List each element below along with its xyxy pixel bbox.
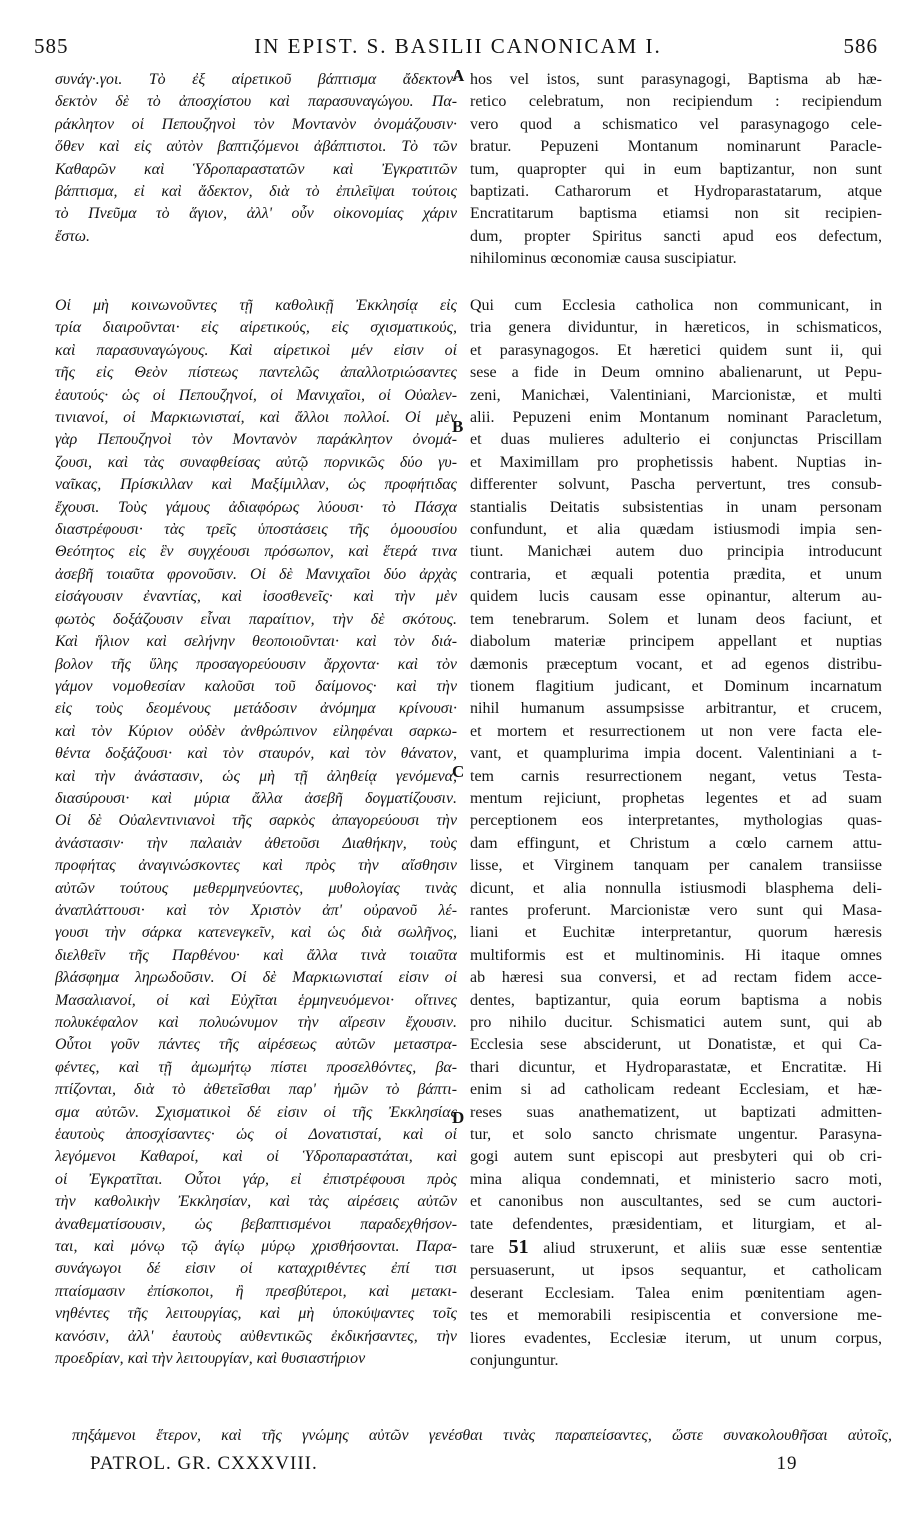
- latin-top-line: hos vel istos, sunt parasynagogi, Baptisma ab hæ-: [470, 71, 882, 88]
- greek-main-line: διελθεῖν τῆς Παρθένου· καὶ ἄλλα τινὰ τοιαῦτα: [55, 946, 457, 964]
- greek-main-line: ται, καὶ μόνῳ τῷ ἁγίῳ μύρῳ χρισθήσονται. Παρα-: [55, 1238, 457, 1256]
- latin-main-line-text: aliud struxerunt, et aliis suæ esse sententiæ: [528, 1240, 882, 1258]
- greek-top-line: ὅθεν καὶ εἰς αὐτὸν βαπτιζόμενοι ἀβάπτιστοι. Τὸ τῶν: [55, 138, 457, 156]
- latin-main-line: quidem lucis causam esse opinantur, alterum au-: [470, 588, 882, 606]
- greek-main-line: λεγόμενοι Καθαροί, καὶ οἱ Ὑδροπαραστάται, καὶ: [55, 1148, 457, 1166]
- latin-main-line: gogi autem sunt episcopi aut presbyteri qui ob cri-: [470, 1148, 882, 1166]
- greek-column-top: [55, 69, 457, 248]
- greek-main-line: τῆς εἰς Θεὸν πίστεως παντελῶς ἀπαλλοτριώσαντες: [55, 364, 457, 382]
- latin-main-line: pro nihilo ducitur. Schismatici autem sunt, qui ab: [470, 1014, 882, 1031]
- latin-main-line: dicunt, et alia nonnulla istiusmodi blasphema deli-: [470, 879, 882, 897]
- latin-main-line: tem carnis resurrectionem negant, vetus Testa-: [470, 767, 882, 785]
- greek-top-line: δεκτὸν δὲ τὸ ἀποσχίστου καὶ παρασυναγώγου. Πα-: [55, 93, 457, 111]
- latin-main-line: tria genera dividuntur, in hæreticos, in schismaticos,: [470, 319, 882, 337]
- latin-top-line: retico celebratum, non recipiendum : recipiendum: [470, 93, 882, 111]
- latin-main-line: conjunguntur.: [470, 1352, 559, 1370]
- greek-main-line: διαστρέφουσι· τὰς τρεῖς ὑποστάσεις τῆς ὁμοουσίου: [55, 521, 457, 539]
- greek-main-line: ζουσι, καὶ τὰς συναφθείσας αὐτῷ πορνικῶς δύο γυ-: [55, 453, 457, 471]
- greek-main-line: φέντες, καὶ τῇ ἀμωμήτῳ πίστει προσελθόντες, βα-: [55, 1058, 457, 1076]
- greek-top-line: Καθαρῶν καὶ Ὑδροπαραστατῶν καὶ Ἐγκρατιτῶν: [55, 160, 457, 178]
- left-page-number: 585: [34, 34, 69, 58]
- latin-main-line: ab hæresi sua conversi, et ad rectam fidem acce-: [470, 969, 882, 987]
- greek-main-line: θέντα δοξάζουσι· καὶ τὸν σταυρόν, καὶ τὸν θάνατον,: [55, 745, 457, 763]
- latin-top-line: bratur. Pepuzeni Montanum nominarunt Paracle-: [470, 138, 882, 156]
- latin-top-line: dum, propter Spiritus sancti apud eos defectum,: [470, 227, 882, 245]
- latin-top-line: vero quod a schismatico vel parasynagogo cele-: [470, 115, 882, 133]
- greek-main-line: Θεότητος εἰς ἓν συγχέουσι πρόσωπον, καὶ ἕτερά τινα: [55, 543, 457, 561]
- greek-main-line: κανόσιν, ἀλλ' ἑαυτοὺς αὐθεντικῶς ἐκδικήσαντες, τὴν: [55, 1327, 457, 1345]
- latin-main-line: et mortem et resurrectionem ut non vere facta ele-: [470, 722, 882, 740]
- greek-main-line: πτίζονται, διὰ τὸ ἀθετεῖσθαι παρ' ἡμῶν τὸ βάπτι-: [55, 1081, 457, 1099]
- latin-main-line: sese a fide in Deum omnino abalienarunt, ut Pepu-: [470, 364, 882, 382]
- column-number-badge: 51: [508, 1236, 529, 1259]
- greek-main-line: ἀναθεματίσουσιν, ὡς βεβαπτισμένοι παραδεχθήσον-: [55, 1215, 457, 1233]
- latin-main-line: zeni, Manichæi, Valentiniani, Marcionistæ, et multi: [470, 386, 882, 404]
- latin-top-line: Encratitarum baptisma etiamsi non sit recipien-: [470, 205, 882, 223]
- latin-top-line: baptizati. Catharorum et Hydroparastatarum, atque: [470, 183, 882, 201]
- latin-main-line: et parasynagogos. Et hæretici quidem sunt ii, qui: [470, 341, 882, 359]
- greek-main-line: νηθέντες τῆς λειτουργίας, καὶ μὴ ὑποκύψαντες τοῖς: [55, 1305, 457, 1323]
- greek-main-line: βολον τῆς ὕλης προσαγορεύουσιν ἄρχοντα· καὶ τὸν: [55, 655, 457, 673]
- greek-main-line: ναῖκας, Πρίσκιλλαν καὶ Μαξίμιλλαν, ὡς προφήτιδας: [55, 476, 457, 494]
- section-marker-a: A: [452, 66, 465, 85]
- latin-main-line: enim si ad catholicam redeant Ecclesiam, et hæ-: [470, 1081, 882, 1099]
- latin-main-line: reses suas anathematizent, ut baptizati admitten-: [470, 1103, 882, 1121]
- footer-volume: PATROL. GR. CXXXVIII.: [90, 1453, 318, 1474]
- latin-main-line: tate defendentes, præsidentiam, et liturgiam, et al-: [470, 1215, 882, 1233]
- latin-main-line: dæmonis præceptum vocant, et ad egenos distribu-: [470, 655, 882, 673]
- latin-main-line: tem tenebrarum. Solem et lunam deos faciunt, et: [470, 610, 882, 628]
- section-marker-c: C: [452, 762, 465, 781]
- greek-top-line: τὸ Πνεῦμα τὸ ἅγιον, ἀλλ' οὖν οἰκονομίας χάριν: [55, 205, 457, 223]
- greek-main-line: πταίσμασιν ἐπίσκοποι, ἢ πρεσβύτεροι, καὶ μετακι-: [55, 1282, 457, 1300]
- latin-main-line: liores evadentes, Ecclesiæ iterum, ut unum corpus,: [470, 1329, 882, 1347]
- latin-main-line: nihil humanum assumpsisse arbitrantur, et crucem,: [470, 700, 882, 718]
- greek-main-line: ἀσεβῆ τοιαῦτα φρονοῦσιν. Οἱ δὲ Μανιχαῖοι δύο ἀρχὰς: [55, 565, 457, 583]
- latin-main-line: [470, 1236, 882, 1260]
- greek-main-line: καὶ παρασυναγώγους. Καὶ αἱρετικοὶ μέν εἰσιν οἱ: [55, 341, 457, 359]
- greek-main-line: ἑαυτοὺς ἀποσχίσαντες· ὡς οἱ Δονατισταί, καὶ οἱ: [55, 1126, 457, 1144]
- footer-signature: 19: [776, 1453, 798, 1474]
- greek-main-line: τινιανοί, οἱ Μαρκιωνισταί, καὶ ἄλλοι πολλοί. Οἱ μὲν: [55, 409, 457, 427]
- greek-continuation-line: πηξάμενοι ἕτερον, καὶ τῆς γνώμης αὐτῶν γενέσθαι τινὰς παραπείσαντες, ὥστε συνακολουθῆσαι αὐτοῖς,: [72, 1427, 892, 1444]
- greek-column-main: [55, 295, 457, 1371]
- latin-main-line: multiformis est et multinominis. Hi itaque omnes: [470, 946, 882, 964]
- greek-main-line: Καὶ ἥλιον καὶ σελήνην θεοποιοῦνται· καὶ τὸν διά-: [55, 633, 457, 651]
- latin-main-line: alii. Pepuzeni enim Montanum nominant Paracletum,: [470, 409, 882, 427]
- greek-main-line: Μασαλιανοί, οἱ καὶ Εὐχῖται ἑρμηνευόμενοι· οἵτινες: [55, 991, 457, 1009]
- greek-main-line: Οὗτοι γοῦν πάντες τῆς αἱρέσεως αὐτῶν μεταστρα-: [55, 1036, 457, 1054]
- latin-main-line: et Maximillam pro prophetissis habent. Nuptias in-: [470, 453, 882, 471]
- latin-main-line: stantialis Deitatis subsistentias in unam personam: [470, 498, 882, 516]
- section-marker-b: B: [452, 417, 464, 436]
- greek-top-line: ἔστω.: [55, 227, 90, 245]
- greek-main-line: αὐτῶν τούτους μεθερμηνεύοντες, μυθολογίας τινὰς: [55, 879, 457, 897]
- latin-main-line: thari dicuntur, et Hydroparastatæ, et Encratitæ. Hi: [470, 1058, 882, 1076]
- latin-main-line: diabolum materiæ principem appellant et nuptias: [470, 633, 882, 651]
- greek-main-line: προεδρίαν, καὶ τὴν λειτουργίαν, καὶ θυσιαστήριον: [55, 1350, 366, 1368]
- latin-main-line: et canonibus non auscultantes, sed se cum auctori-: [470, 1193, 882, 1211]
- latin-main-line: liani et Euchitæ interpretantur, quorum hæresis: [470, 924, 882, 942]
- greek-main-line: τρία διαιροῦνται· εἰς αἱρετικούς, εἰς σχισματικούς,: [55, 319, 457, 337]
- latin-main-line: tionem flagitium judicant, et Dominum incarnatum: [470, 677, 882, 695]
- latin-main-line: et duas mulieres adulterio ei conjunctas Priscillam: [470, 431, 882, 449]
- greek-main-line: Οἱ μὴ κοινωνοῦντες τῇ καθολικῇ Ἐκκλησίᾳ εἰς: [55, 297, 457, 314]
- latin-main-line: rantes proferunt. Marcionistæ vero sunt qui Masa-: [470, 901, 882, 919]
- greek-top-line: ράκλητον οἱ Πεπουζηνοὶ τὸν Μοντανὸν ὀνομάζουσιν·: [55, 115, 457, 133]
- greek-main-line: διασύρουσι· καὶ μύρια ἄλλα ἀσεβῆ δογματίζουσιν.: [55, 789, 457, 807]
- greek-top-line: συνάγ·.γοι. Τὸ ἐξ αἱρετικοῦ βάπτισμα ἄδεκτον·: [55, 71, 457, 88]
- latin-main-line: Qui cum Ecclesia catholica non communicant, in: [470, 297, 882, 314]
- greek-main-line: γὰρ Πεπουζηνοὶ τὸν Μοντανὸν παράκλητον ὀνομά-: [55, 431, 457, 449]
- greek-main-line: ἑαυτούς· ὡς οἱ Πεπουζηνοί, οἱ Μανιχαῖοι, οἱ Οὐαλεν-: [55, 386, 457, 404]
- latin-main-line: lisse, et Virginem tanquam per canalem transiisse: [470, 857, 882, 875]
- latin-main-line: deserant Ecclesiam. Talea enim pœnitentiam agen-: [470, 1284, 882, 1302]
- latin-main-line: Ecclesia sese absciderunt, ut Donatistæ, et qui Ca-: [470, 1036, 882, 1054]
- latin-main-line: vant, et quamplurima impia docent. Valentiniani a t-: [470, 745, 882, 763]
- greek-main-line: πολυκέφαλον καὶ πολυώνυμον τὴν αἵρεσιν ἔχουσιν.: [55, 1014, 457, 1031]
- greek-top-line: βάπτισμα, εἰ καὶ ἄδεκτον, διὰ τὸ ἐπιλεῖψαι τούτοις: [55, 183, 457, 201]
- greek-main-line: ἔχουσι. Τοὺς γάμους ἀδιαφόρως λύουσι· τὸ Πάσχα: [55, 498, 457, 516]
- latin-top-line: nihilominus œconomiæ causa suscipiatur.: [470, 250, 737, 268]
- latin-column-top: [470, 69, 882, 271]
- greek-main-line: καὶ τὴν ἀνάστασιν, ὡς μὴ τῇ ἀληθείᾳ γενόμενα,: [55, 767, 457, 785]
- right-page-number: 586: [843, 34, 878, 58]
- running-title: IN EPIST. S. BASILII CANONICAM I.: [254, 34, 662, 58]
- latin-main-line: differenter solvunt, Pascha pervertunt, tres consub-: [470, 476, 882, 494]
- greek-main-line: καὶ τὸν Κύριον οὐδὲν ἀνθρώπινον εἰληφέναι σαρκω-: [55, 722, 457, 740]
- latin-main-line: perceptionem eos interpretantes, mythologias quas-: [470, 812, 882, 830]
- greek-main-line: ἀνάστασιν· τὴν παλαιὰν ἀθετοῦσι Διαθήκην, τοὺς: [55, 834, 457, 852]
- latin-column-main: [470, 295, 882, 1373]
- latin-main-line: tiunt. Manichæi autem duo principia introducunt: [470, 543, 882, 561]
- latin-main-line: mina aliqua condemnati, et ministerio sacro moti,: [470, 1170, 882, 1188]
- latin-main-line: mentum rejiciunt, prophetas legentes et ad suam: [470, 789, 882, 807]
- greek-main-line: σμα αὐτῶν. Σχισματικοὶ δέ εἰσιν οἱ τῆς Ἐκκλησίας: [55, 1103, 457, 1121]
- greek-main-line: συνάγωγοι δέ εἰσιν οἱ καταχριθέντες ἐπί τισι: [55, 1260, 457, 1278]
- latin-main-line: tes et memorabili resipiscentia et conversione me-: [470, 1307, 882, 1325]
- section-marker-d: D: [452, 1108, 465, 1127]
- latin-main-line: contraria, et æquali potentia prædita, et unum: [470, 565, 882, 583]
- latin-top-line: tum, quapropter qui in eum baptizantur, non sunt: [470, 160, 882, 178]
- latin-main-line: dentes, baptizantur, quia eorum baptisma a nobis: [470, 991, 882, 1009]
- greek-main-line: εἰσάγουσιν ἐναντίας, καὶ ἰσοσθενεῖς· καὶ τὴν μὲν: [55, 588, 457, 606]
- latin-main-line: persuaserunt, ut ipsos sequantur, et catholicam: [470, 1262, 882, 1280]
- greek-main-line: τὴν καθολικὴν Ἐκκλησίαν, καὶ τὰς αἱρέσεις αὐτῶν: [55, 1193, 457, 1211]
- greek-main-line: προφήτας ἀναγινώσκοντες καὶ πρὸς τὴν αἴσθησιν: [55, 857, 457, 875]
- latin-main-line: tur, et solo sancto chrismate ungentur. Parasyna-: [470, 1126, 882, 1144]
- latin-tare-prefix: tare: [470, 1240, 509, 1258]
- greek-main-line: γάμον νομοθεσίαν καλοῦσι τοῦ δαίμονος· καὶ τὴν: [55, 677, 457, 695]
- greek-main-line: εἰς τοὺς δεομένους μετάδοσιν ἀνόμημα κρίνουσι·: [55, 700, 457, 718]
- latin-main-line: dam effingunt, et Christum a cœlo carnem attu-: [470, 834, 882, 852]
- greek-main-line: βλάσφημα ληρωδοῦσιν. Οἱ δὲ Μαρκιωνισταί εἰσιν οἱ: [55, 969, 457, 987]
- latin-main-line: confundunt, et alia quædam istiusmodi impia sen-: [470, 521, 882, 539]
- greek-main-line: ἀναπλάττουσι· καὶ τὸν Χριστὸν ἀπ' οὐρανοῦ λέ-: [55, 901, 457, 919]
- greek-main-line: οἱ Ἐγκρατῖται. Οὗτοι γάρ, εἰ ἐπιστρέφουσι πρὸς: [55, 1170, 457, 1188]
- greek-main-line: Οἱ δὲ Οὐαλεντινιανοὶ τῆς σαρκὸς ἀπαγορεύουσι τὴν: [55, 812, 457, 830]
- greek-main-line: γουσι τὴν σάρκα κατενεγκεῖν, καὶ ὡς διὰ σωλῆνος,: [55, 924, 457, 942]
- greek-main-line: φωτὸς δοξάζουσιν εἶναι παραίτιον, τὴν δὲ σκότους.: [55, 610, 457, 628]
